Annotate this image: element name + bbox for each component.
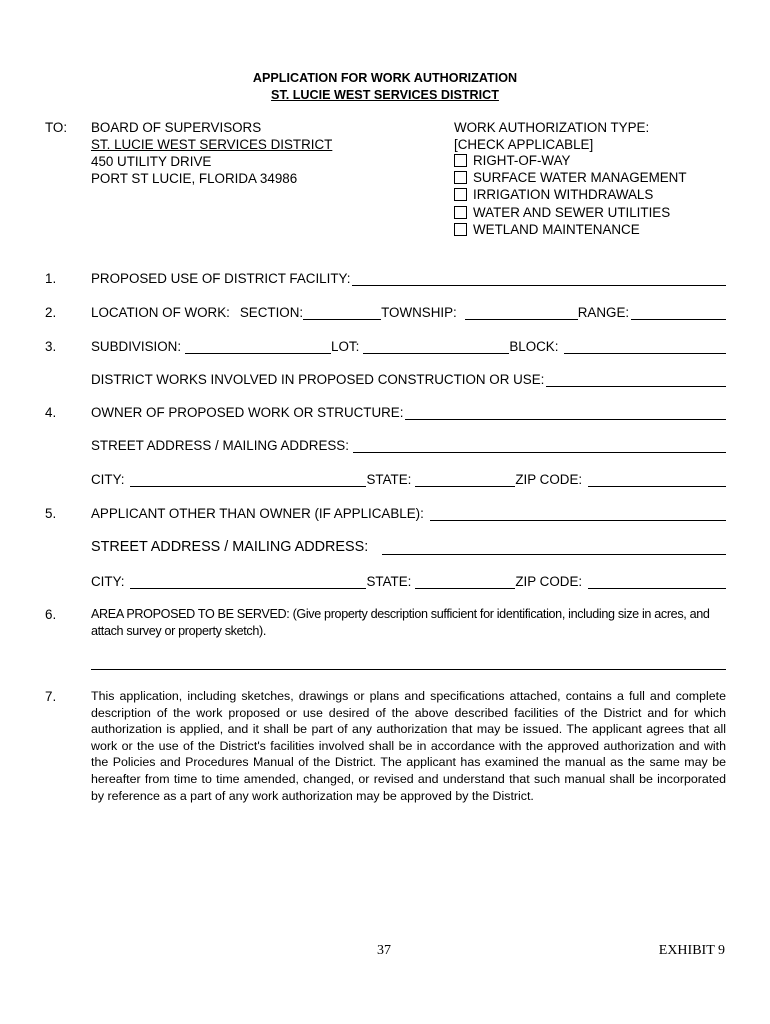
field-label: STATE: bbox=[366, 472, 412, 487]
field-label: STREET ADDRESS / MAILING ADDRESS: bbox=[91, 539, 369, 555]
city-line[interactable] bbox=[130, 576, 366, 589]
field-label: CITY: bbox=[91, 472, 125, 487]
item-number-5: 5. bbox=[45, 506, 57, 521]
field-label: CITY: bbox=[91, 574, 125, 589]
field-label: TOWNSHIP: bbox=[381, 305, 457, 320]
zip-line[interactable] bbox=[588, 474, 726, 487]
block-line[interactable] bbox=[564, 341, 726, 354]
option-label: WATER AND SEWER UTILITIES bbox=[473, 205, 671, 220]
to-line-4: PORT ST LUCIE, FLORIDA 34986 bbox=[91, 171, 298, 186]
blank-line[interactable] bbox=[546, 374, 726, 387]
state-line[interactable] bbox=[415, 576, 515, 589]
field-label: BLOCK: bbox=[509, 339, 559, 354]
field-label: PROPOSED USE OF DISTRICT FACILITY: bbox=[91, 271, 351, 286]
option-right-of-way[interactable] bbox=[454, 153, 570, 168]
checkbox[interactable] bbox=[454, 223, 467, 236]
agreement-paragraph: This application, including sketches, drawings or plans and specifications attached, contains a full and complete description of the work proposed or use desired of the above described facilities of the District and for which authorization is applied, and it shall be part of any authorization that may be issued. The applicant agrees that all work or the use of the District's facilities involved shall be in accordance with the approved authorization and with the Policies and Procedures Manual of the District. The applicant has examined the manual as the same may be hereafter from time to time amended, changed, or revised and understand that such manual shall be incorporated by reference as a part of any work authorization may be approved by the District. bbox=[91, 689, 726, 803]
field-label: DISTRICT WORKS INVOLVED IN PROPOSED CONSTRUCTION OR USE: bbox=[91, 372, 545, 387]
to-line-3: 450 UTILITY DRIVE bbox=[91, 154, 212, 169]
checkbox[interactable] bbox=[454, 154, 467, 167]
field-label: ZIP CODE: bbox=[515, 574, 583, 589]
zip-line[interactable] bbox=[588, 576, 726, 589]
option-irrigation[interactable] bbox=[454, 187, 653, 202]
blank-line[interactable] bbox=[352, 273, 726, 286]
checkbox[interactable] bbox=[454, 206, 467, 219]
option-label: SURFACE WATER MANAGEMENT bbox=[473, 170, 687, 185]
field-label: SECTION: bbox=[239, 305, 304, 320]
work-type-heading: WORK AUTHORIZATION TYPE: bbox=[454, 120, 650, 135]
field-owner-address[interactable] bbox=[91, 438, 726, 453]
area-description-instructions: AREA PROPOSED TO BE SERVED: (Give property description sufficient for identification, including size in acres, and attach survey or property sketch). bbox=[91, 607, 710, 638]
field-label: RANGE: bbox=[577, 305, 630, 320]
exhibit-label: EXHIBIT 9 bbox=[658, 943, 725, 958]
option-wetland[interactable] bbox=[454, 222, 640, 237]
to-line-2: ST. LUCIE WEST SERVICES DISTRICT bbox=[91, 137, 333, 152]
field-label: STATE: bbox=[366, 574, 412, 589]
field-label: APPLICANT OTHER THAN OWNER (IF APPLICABLE): bbox=[91, 506, 424, 521]
option-label: IRRIGATION WITHDRAWALS bbox=[473, 187, 654, 202]
blank-line[interactable] bbox=[382, 542, 726, 555]
field-label: LOT: bbox=[331, 339, 360, 354]
range-line[interactable] bbox=[631, 307, 726, 320]
work-type-subheading: [CHECK APPLICABLE] bbox=[454, 137, 594, 152]
field-owner-city-state-zip[interactable] bbox=[91, 472, 726, 487]
document-title: APPLICATION FOR WORK AUTHORIZATION bbox=[252, 71, 518, 85]
area-description-line[interactable] bbox=[91, 669, 726, 670]
checkbox[interactable] bbox=[454, 171, 467, 184]
document-subtitle: ST. LUCIE WEST SERVICES DISTRICT bbox=[271, 88, 499, 102]
field-label: SUBDIVISION: bbox=[91, 339, 182, 354]
field-label: STREET ADDRESS / MAILING ADDRESS: bbox=[91, 438, 349, 453]
item-number-6: 6. bbox=[45, 607, 57, 622]
item-number-7: 7. bbox=[45, 689, 57, 704]
field-location[interactable] bbox=[91, 305, 726, 320]
to-label: TO: bbox=[45, 120, 68, 135]
page-number: 37 bbox=[377, 943, 391, 958]
city-line[interactable] bbox=[130, 474, 366, 487]
field-owner[interactable] bbox=[91, 405, 726, 420]
option-surface-water[interactable] bbox=[454, 170, 687, 185]
field-label: LOCATION OF WORK: bbox=[91, 305, 230, 320]
option-label: RIGHT-OF-WAY bbox=[473, 153, 571, 168]
field-label: OWNER OF PROPOSED WORK OR STRUCTURE: bbox=[91, 405, 404, 420]
lot-line[interactable] bbox=[363, 341, 509, 354]
checkbox[interactable] bbox=[454, 188, 467, 201]
field-proposed-use[interactable] bbox=[91, 271, 726, 286]
field-subdivision[interactable] bbox=[91, 339, 726, 354]
item-number-4: 4. bbox=[45, 405, 57, 420]
field-applicant-city-state-zip[interactable] bbox=[91, 574, 726, 589]
field-applicant[interactable] bbox=[91, 506, 726, 521]
field-label: ZIP CODE: bbox=[515, 472, 583, 487]
field-district-works[interactable] bbox=[91, 372, 726, 387]
blank-line[interactable] bbox=[405, 407, 726, 420]
item-number-3: 3. bbox=[45, 339, 57, 354]
section-line[interactable] bbox=[303, 307, 381, 320]
blank-line[interactable] bbox=[430, 508, 726, 521]
subdivision-line[interactable] bbox=[185, 341, 331, 354]
field-applicant-address[interactable] bbox=[91, 539, 726, 555]
option-water-sewer[interactable] bbox=[454, 205, 670, 220]
state-line[interactable] bbox=[415, 474, 515, 487]
item-number-1: 1. bbox=[45, 271, 57, 286]
item-number-2: 2. bbox=[45, 305, 57, 320]
blank-line[interactable] bbox=[353, 440, 726, 453]
to-line-1: BOARD OF SUPERVISORS bbox=[91, 120, 262, 135]
option-label: WETLAND MAINTENANCE bbox=[473, 222, 640, 237]
township-line[interactable] bbox=[465, 307, 578, 320]
